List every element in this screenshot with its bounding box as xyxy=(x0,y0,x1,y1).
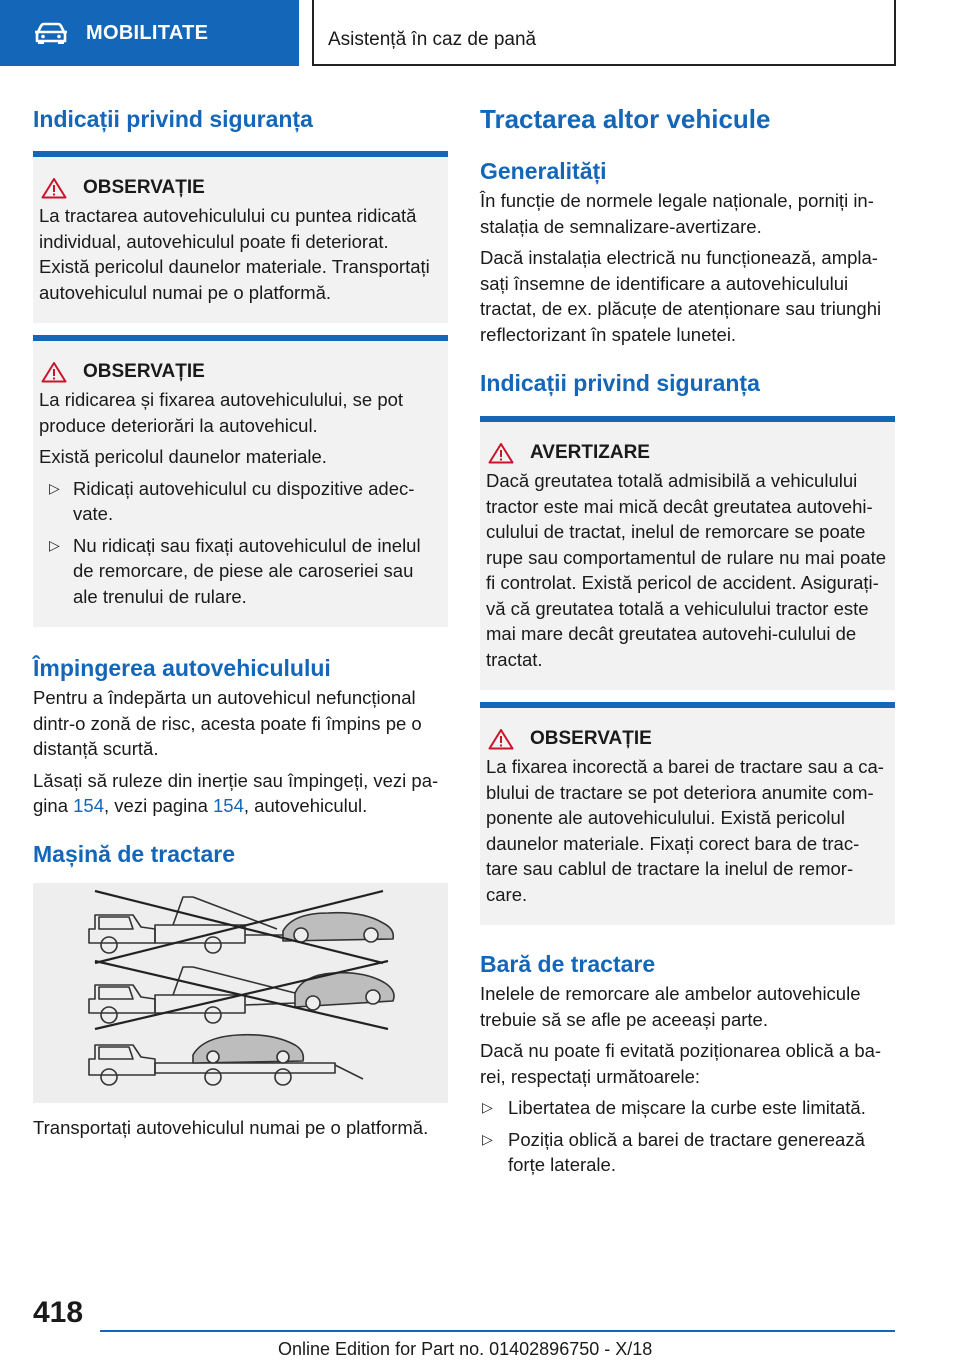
warning-triangle-icon xyxy=(488,728,514,750)
chapter-title: Asistență în caz de pană xyxy=(328,29,537,50)
note-label-3: OBSERVAȚIE xyxy=(530,728,652,749)
push-text-c: , autovehiculul. xyxy=(243,795,368,816)
heading-safety-right: Indicații privind siguranța xyxy=(480,370,760,396)
general-paragraph-1: În funcție de normele legale naționale, porniți in-stalația de semnalizare-avertizare. xyxy=(480,190,874,237)
edition-text: Online Edition for Part no. 01402896750 - X/18 xyxy=(278,1339,653,1359)
heading-tow-truck: Mașină de tractare xyxy=(33,840,235,867)
bullet-triangle-icon: ▷ xyxy=(49,536,60,553)
push-paragraph-2 xyxy=(33,768,448,819)
note-label-1: OBSERVAȚIE xyxy=(83,177,205,198)
list-item-text: Libertatea de mișcare la curbe este limitată. xyxy=(508,1097,866,1118)
list-item xyxy=(39,533,440,610)
page-link-154[interactable]: 154 xyxy=(213,795,244,816)
push-text-b: , vezi pagina xyxy=(104,795,214,816)
warning-head xyxy=(486,440,887,466)
right-column xyxy=(480,96,895,1178)
warning-triangle-icon xyxy=(41,177,67,199)
bullet-triangle-icon: ▷ xyxy=(482,1130,493,1147)
chapter-title-box xyxy=(312,0,896,66)
tow-truck-illustration xyxy=(33,883,448,1103)
push-paragraph-1: Pentru a îndepărta un autovehicul nefuncțional dintr-o zonă de risc, acesta poate fi împins pe o distanță scurtă. xyxy=(33,687,422,759)
note-head-1 xyxy=(39,175,440,201)
heading-towing: Tractarea altor vehicule xyxy=(480,104,771,134)
tow-truck-drawing xyxy=(33,883,448,1103)
page-number: 418 xyxy=(33,1296,84,1329)
warning-triangle-icon xyxy=(488,442,514,464)
bullet-triangle-icon: ▷ xyxy=(482,1099,493,1115)
note-box-2 xyxy=(33,335,448,627)
note-head-2 xyxy=(39,359,440,385)
heading-push: Împingerea autovehiculului xyxy=(33,655,331,681)
left-column xyxy=(33,96,448,1140)
car-icon xyxy=(34,22,68,44)
note-box-3 xyxy=(480,702,895,925)
footer-divider xyxy=(100,1330,895,1332)
push-text-a: Lăsați să ruleze din inerție sau împingeți, vezi pa-gina xyxy=(33,769,439,816)
heading-general: Generalități xyxy=(480,158,607,184)
list-item xyxy=(39,476,440,527)
note-label-2: OBSERVAȚIE xyxy=(83,361,205,382)
list-item-text: Poziția oblică a barei de tractare generează forțe laterale. xyxy=(508,1128,865,1175)
heading-tow-bar: Bară de tractare xyxy=(480,951,656,977)
list-item xyxy=(480,1095,895,1121)
list-item-text: Nu ridicați sau fixați autovehiculul de inelul de remorcare, de piese ale caroseriei sau ale trenului de rulare. xyxy=(73,534,421,607)
section-tab[interactable] xyxy=(0,0,299,66)
note-box-1 xyxy=(33,151,448,323)
note-text-1: La tractarea autovehiculului cu puntea ridicată individual, autovehiculul poate fi deteriorat. Există pericolul daunelor materiale. Transportați autovehiculul numai pe o platformă. xyxy=(39,205,430,303)
warning-triangle-icon xyxy=(41,361,67,383)
warning-text: Dacă greutatea totală admisibilă a vehiculului tractor este mai mică decât greutatea autovehi-culului de tractat, inelul de remorcare se poate rupe sau comportamentul de rulare nu mai poate fi controlat. Există pericol de accident. Asigurați-vă că greutatea totală a vehiculului tractor este mai mare decât greutatea autovehi-culului de tractat. xyxy=(486,470,887,670)
heading-safety-left: Indicații privind siguranța xyxy=(33,106,313,132)
section-tab-label: MOBILITATE xyxy=(86,21,209,44)
page-link-154[interactable]: 154 xyxy=(73,795,104,816)
page-header xyxy=(0,0,960,66)
note-text-3: La fixarea incorectă a barei de tractare sau a ca-blului de tractare se pot deteriora anumite com-ponente ale autovehiculului. Există pericolul daunelor materiale. Fixați corect bara de trac-tare sau cablul de tractare la inelul de remor-care. xyxy=(486,756,884,905)
list-item-text: Ridicați autovehiculul cu dispozitive adec-vate. xyxy=(73,477,415,524)
figure-caption: Transportați autovehiculul numai pe o platformă. xyxy=(33,1116,429,1138)
warning-label: AVERTIZARE xyxy=(530,442,650,463)
note-text-2b: Există pericolul daunelor materiale. xyxy=(39,446,327,467)
note-head-3 xyxy=(486,726,887,752)
bar-paragraph-1: Inelele de remorcare ale ambelor autovehicule trebuie să se afle pe aceeași parte. xyxy=(480,983,861,1030)
list-item xyxy=(480,1127,895,1178)
warning-box xyxy=(480,416,895,690)
general-paragraph-2: Dacă instalația electrică nu funcționează, ampla-sați însemne de identificare a autovehiculului tractat, de ex. plăcuțe de atenționare sau triunghi reflectorizant în spatele lunetei. xyxy=(480,247,882,345)
bar-paragraph-2: Dacă nu poate fi evitată poziționarea oblică a ba-rei, respectați următoarele: xyxy=(480,1040,882,1087)
note-text-2a: La ridicarea și fixarea autovehiculului, se pot produce deteriorări la autovehicul. xyxy=(39,389,404,436)
bullet-triangle-icon: ▷ xyxy=(49,479,60,496)
